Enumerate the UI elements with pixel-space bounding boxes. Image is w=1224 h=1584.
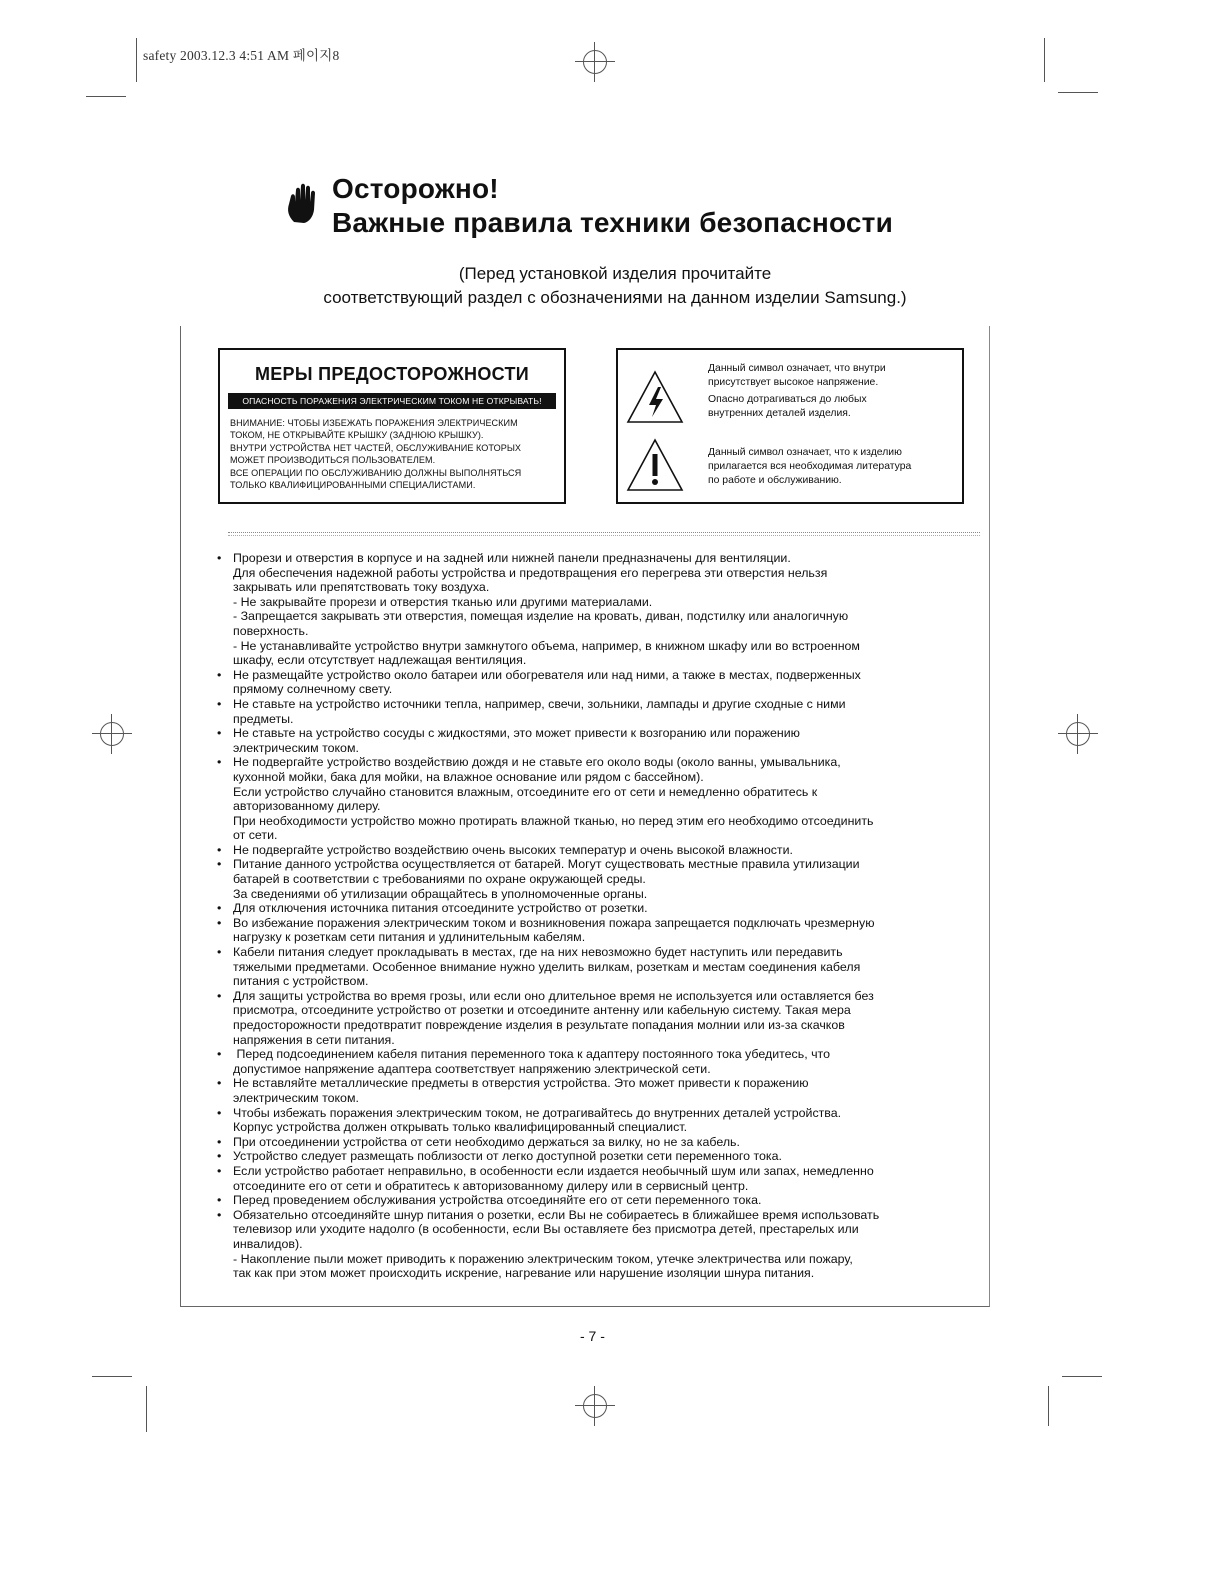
bullet: •	[217, 1134, 222, 1149]
intro-note: (Перед установкой изделия прочитайте соответствующий раздел с обозначениями на данном изделии Samsung.)	[323, 264, 907, 307]
list-item	[216, 755, 976, 843]
list-item-line: Перед подсоединением кабеля питания переменного тока к адаптеру постоянного тока убедитесь, что	[233, 1047, 830, 1062]
list-item-line: напряжения в сети питания.	[233, 1032, 395, 1047]
crop-mark	[86, 96, 126, 97]
sub-item-line: шкафу, если отсутствует надлежащая вентиляция.	[233, 653, 527, 668]
page-number: - 7 -	[580, 1328, 605, 1344]
list-item-line: присмотра, отсоедините устройство от розетки и отсоедините антенну или кабельную систему. Такая мера	[233, 1003, 851, 1018]
bullet: •	[217, 1207, 222, 1222]
bullet: •	[217, 1149, 222, 1164]
exclamation-warning-icon	[626, 438, 684, 492]
list-item-line: При отсоединении устройства от сети необходимо держаться за вилку, но не за кабель.	[233, 1134, 740, 1149]
safety-rules-list	[216, 551, 976, 1281]
bullet: •	[217, 726, 222, 741]
list-item-line: Если устройство работает неправильно, в особенности если издается необычный шум или запах, немедленно	[233, 1163, 874, 1178]
list-item-line: закрывать или препятствовать току воздуха.	[233, 580, 490, 595]
list-item-line: предосторожности предотвратит повреждение изделия в результате попадания молнии или из-за скачков	[233, 1018, 845, 1032]
bullet: •	[217, 1105, 222, 1120]
list-item-line: За сведениями об утилизации обращайтесь в уполномоченные органы.	[233, 886, 648, 901]
list-item	[216, 1047, 976, 1076]
list-item	[216, 551, 976, 668]
page-subtitle-heading: Важные правила техники безопасности	[332, 207, 893, 238]
list-item-line: Во избежание поражения электрическим током и возникновения пожара запрещается подключать чрезмерную	[233, 915, 875, 930]
list-item-line: электрическим током.	[233, 1090, 359, 1105]
caution-box	[218, 348, 566, 504]
bullet: •	[217, 901, 222, 916]
sub-item	[233, 595, 976, 610]
crop-mark	[146, 1386, 147, 1432]
bullet: •	[217, 857, 222, 872]
bullet: •	[217, 1193, 222, 1208]
bullet: •	[217, 1047, 222, 1062]
list-item-line: телевизор или уходите надолго (в особенности, если Вы оставляете без присмотра детей, престарелых или	[233, 1222, 859, 1237]
list-item-line: Не размещайте устройство около батареи или обогревателя или над ними, а также в местах, подверженных	[233, 667, 861, 682]
list-item-line: тяжелыми предметами. Особенное внимание нужно уделить вилкам, розеткам и местам соединения кабеля	[233, 959, 861, 974]
registration-mark	[575, 1386, 615, 1426]
list-item	[216, 1076, 976, 1105]
print-mark: safety 2003.12.3 4:51 AM 페이지8	[143, 48, 340, 63]
list-item-line: отсоедините его от сети и обратитесь к авторизованному дилеру или в сервисный центр.	[233, 1178, 749, 1193]
caution-title: МЕРЫ ПРЕДОСТОРОЖНОСТИ	[254, 364, 530, 384]
bullet: •	[217, 1076, 222, 1091]
list-item-line: Для обеспечения надежной работы устройства и предотвращения его перегрева эти отверстия нельзя	[233, 565, 828, 580]
sub-item-line: - Запрещается закрывать эти отверстия, помещая изделие на кровать, диван, подстилку или аналогичную	[233, 609, 849, 624]
bullet: •	[217, 945, 222, 960]
list-item-line: Не ставьте на устройство сосуды с жидкостями, это может привести к возгоранию или поражению	[233, 726, 800, 741]
list-item-line: Для защиты устройства во время грозы, или если оно длительное время не используется или оставляется без	[233, 988, 874, 1003]
list-item-line: Чтобы избежать поражения электрическим током, не дотрагивайтесь до внутренних деталей устройства.	[233, 1105, 842, 1120]
list-item-line: Питание данного устройства осуществляется от батарей. Могут существовать местные правила утилизации	[233, 857, 860, 872]
list-item	[216, 1149, 976, 1164]
list-item-line: авторизованному дилеру.	[233, 799, 381, 814]
caution-warning-bar: ОПАСНОСТЬ ПОРАЖЕНИЯ ЭЛЕКТРИЧЕСКИМ ТОКОМ НЕ ОТКРЫВАТЬ!	[228, 393, 556, 409]
list-item	[216, 916, 976, 945]
list-item	[216, 697, 976, 726]
hand-icon	[286, 182, 318, 226]
list-item-line: от сети.	[233, 828, 278, 843]
list-item	[216, 901, 976, 916]
list-item-line: прямому солнечному свету.	[233, 682, 393, 697]
list-item-line: Перед проведением обслуживания устройства отсоединяйте его от сети переменного тока.	[233, 1193, 762, 1208]
bullet: •	[217, 842, 222, 857]
list-item-line: Не вставляйте металлические предметы в отверстия устройства. Это может привести к поражению	[233, 1076, 809, 1091]
list-item-line: нагрузку к розеткам сети питания и удлинительным кабелям.	[233, 930, 586, 945]
sub-item	[233, 1252, 976, 1281]
list-item-line: допустимое напряжение адаптера соответствует напряжению электрической сети.	[233, 1061, 711, 1076]
list-item	[216, 668, 976, 697]
bullet: •	[217, 551, 222, 565]
list-item-line: Для отключения источника питания отсоедините устройство от розетки.	[233, 901, 648, 916]
list-item-line: Прорези и отверстия в корпусе и на задней или нижней панели предназначены для вентиляции.	[233, 551, 791, 565]
crop-mark	[1058, 92, 1098, 93]
divider	[228, 532, 980, 536]
list-item-line: питания с устройством.	[233, 974, 369, 989]
page-title: Осторожно!	[332, 173, 499, 204]
bullet: •	[217, 1163, 222, 1178]
sub-item-line: так как при этом может происходить искрение, нагревание или нарушение изоляции шнура питания.	[233, 1266, 815, 1281]
list-item-line: кухонной мойки, бака для мойки, на влажное основание или рядом с бассейном).	[233, 769, 704, 784]
crop-mark	[92, 1376, 132, 1377]
page-header	[286, 172, 893, 240]
list-item	[216, 1164, 976, 1193]
list-item-line: электрическим током.	[233, 740, 359, 755]
crop-mark	[1062, 1376, 1102, 1377]
list-item	[216, 726, 976, 755]
sub-item	[233, 639, 976, 668]
registration-mark	[92, 714, 132, 754]
crop-mark	[1044, 38, 1045, 82]
list-item-line: Если устройство случайно становится влажным, отсоедините его от сети и немедленно обратитесь к	[233, 784, 818, 799]
list-item	[216, 843, 976, 858]
list-item-line: инвалидов).	[233, 1236, 303, 1251]
registration-mark	[1058, 714, 1098, 754]
crop-mark	[1048, 1386, 1049, 1426]
list-item	[216, 1106, 976, 1135]
list-item-line: Обязательно отсоединяйте шнур питания о розетки, если Вы не собираетесь в ближайшее время использовать	[233, 1207, 880, 1222]
bullet: •	[217, 755, 222, 770]
crop-mark	[136, 38, 137, 82]
list-item-line: Не подвергайте устройство воздействию очень высоких температур и очень высокой влажности.	[233, 842, 793, 857]
symbols-box: Данный символ означает, что внутри присутствует высокое напряжение. Опасно дотрагиваться до любых внутренних деталей изделия. Данный символ означает, что к изделию прилагается вся необходимая литература по работе и обслуживанию.	[616, 348, 964, 504]
list-item-line: батарей в соответствии с требованиями по охране окружающей среды.	[233, 872, 646, 887]
bullet: •	[217, 667, 222, 682]
sub-item-line: поверхность.	[233, 623, 309, 638]
list-item	[216, 1135, 976, 1150]
bullet: •	[217, 696, 222, 711]
list-item-line: При необходимости устройство можно протирать влажной тканью, но перед этим его необходимо отсоединить	[233, 813, 874, 828]
sub-item-line: - Накопление пыли может приводить к поражению электрическим током, утечке электричества или пожару,	[233, 1251, 853, 1266]
list-item-line: Не ставьте на устройство источники тепла, например, свечи, зольники, лампады и другие сходные с ними	[233, 696, 846, 711]
list-item	[216, 945, 976, 989]
caution-text: ВНИМАНИЕ: ЧТОБЫ ИЗБЕЖАТЬ ПОРАЖЕНИЯ ЭЛЕКТРИЧЕСКИМ ТОКОМ, НЕ ОТКРЫВАЙТЕ КРЫШКУ (ЗАДНЮЮ КРЫШКУ). ВНУТРИ УСТРОЙСТВА НЕТ ЧАСТЕЙ, ОБСЛУЖИВАНИЕ КОТОРЫХ МОЖЕТ ПРОИЗВОДИТЬСЯ ПОЛЬЗОВАТЕЛЕМ. ВСЕ ОПЕРАЦИИ ПО ОБСЛУЖИВАНИЮ ДОЛЖНЫ ВЫПОЛНЯТЬСЯ ТОЛЬКО КВАЛИФИЦИРОВАННЫМИ СПЕЦИАЛИСТАМИ.	[230, 418, 522, 491]
list-item	[216, 1193, 976, 1208]
list-item-line: Устройство следует размещать поблизости от легко доступной розетки сети переменного тока.	[233, 1149, 782, 1164]
sub-item	[233, 609, 976, 638]
bullet: •	[217, 915, 222, 930]
list-item-line: Кабели питания следует прокладывать в местах, где на них невозможно будет наступить или передавить	[233, 945, 843, 960]
list-item-line: Не подвергайте устройство воздействию дождя и не ставьте его около воды (около ванны, умывальника,	[233, 755, 841, 770]
list-item	[216, 857, 976, 901]
list-item	[216, 989, 976, 1047]
high-voltage-warning-icon	[626, 370, 684, 424]
list-item-line: Корпус устройства должен открывать только квалифицированный специалист.	[233, 1120, 688, 1135]
bullet: •	[217, 988, 222, 1003]
sub-item-line: - Не устанавливайте устройство внутри замкнутого объема, например, в книжном шкафу или во встроенном	[233, 638, 860, 653]
list-item	[216, 1208, 976, 1281]
sub-item-line: - Не закрывайте прорези и отверстия тканью или другими материалами.	[233, 594, 653, 609]
registration-mark	[575, 42, 615, 82]
list-item-line: предметы.	[233, 711, 294, 726]
